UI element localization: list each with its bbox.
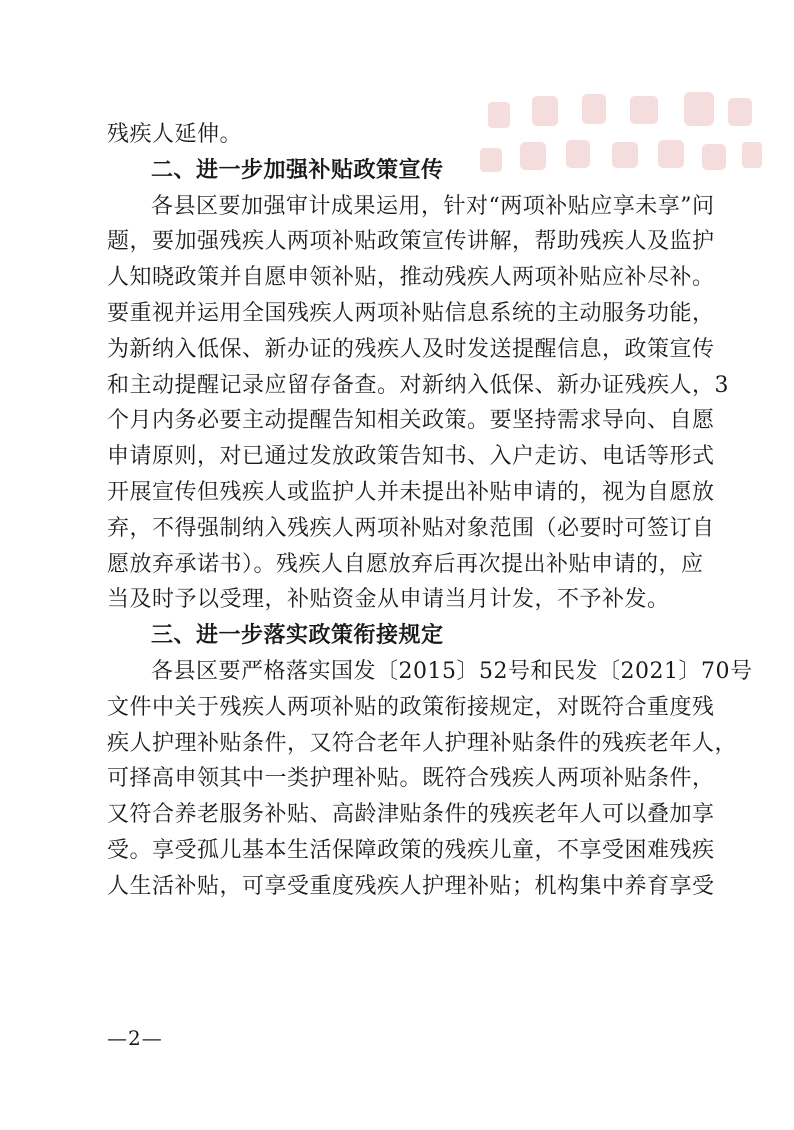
body-line: 题，要加强残疾人两项补贴政策宣传讲解，帮助残疾人及监护 <box>107 229 715 255</box>
body-line: 各县区要加强审计成果运用，针对“两项补贴应享未享”问 <box>151 193 715 219</box>
body-line: 可择高申领其中一类护理补贴。既符合残疾人两项补贴条件， <box>107 766 715 792</box>
body-line: 当及时予以受理，补贴资金从申请当月计发，不予补发。 <box>107 587 670 613</box>
body-line: 申请原则，对已通过发放政策告知书、入户走访、电话等形式 <box>107 444 715 470</box>
body-line: 愿放弃承诺书）。残疾人自愿放弃后再次提出补贴申请的，应 <box>107 551 704 577</box>
body-line: 人知晓政策并自愿申领补贴，推动残疾人两项补贴应补尽补。 <box>107 265 715 291</box>
body-line: 个月内务必要主动提醒告知相关政策。要坚持需求导向、自愿 <box>107 408 715 434</box>
section-heading-3: 三、进一步落实政策衔接规定 <box>151 623 444 649</box>
body-line: 为新纳入低保、新办证的残疾人及时发送提醒信息，政策宣传 <box>107 336 715 362</box>
body-line: 又符合养老服务补贴、高龄津贴条件的残疾老年人可以叠加享 <box>107 802 715 828</box>
body-line: 弃，不得强制纳入残疾人两项补贴对象范围（必要时可签订自 <box>107 515 715 541</box>
body-line: 疾人护理补贴条件，又符合老年人护理补贴条件的残疾老年人， <box>107 730 738 756</box>
page-number: —2— <box>107 1026 163 1050</box>
body-line: 残疾人延伸。 <box>107 122 243 147</box>
body-line: 和主动提醒记录应留存备查。对新纳入低保、新办证残疾人，3 <box>107 372 729 398</box>
body-line: 要重视并运用全国残疾人两项补贴信息系统的主动服务功能， <box>107 300 715 326</box>
body-line: 文件中关于残疾人两项补贴的政策衔接规定，对既符合重度残 <box>107 694 715 720</box>
body-line: 人生活补贴，可享受重度残疾人护理补贴；机构集中养育享受 <box>107 873 715 899</box>
body-line: 受。享受孤儿基本生活保障政策的残疾儿童，不享受困难残疾 <box>107 837 715 863</box>
document-body <box>107 117 753 905</box>
section-heading-2: 二、进一步加强补贴政策宣传 <box>151 157 444 183</box>
body-line: 开展宣传但残疾人或监护人并未提出补贴申请的，视为自愿放 <box>107 479 715 505</box>
body-line: 各县区要严格落实国发〔2015〕52号和民发〔2021〕70号 <box>151 658 753 684</box>
